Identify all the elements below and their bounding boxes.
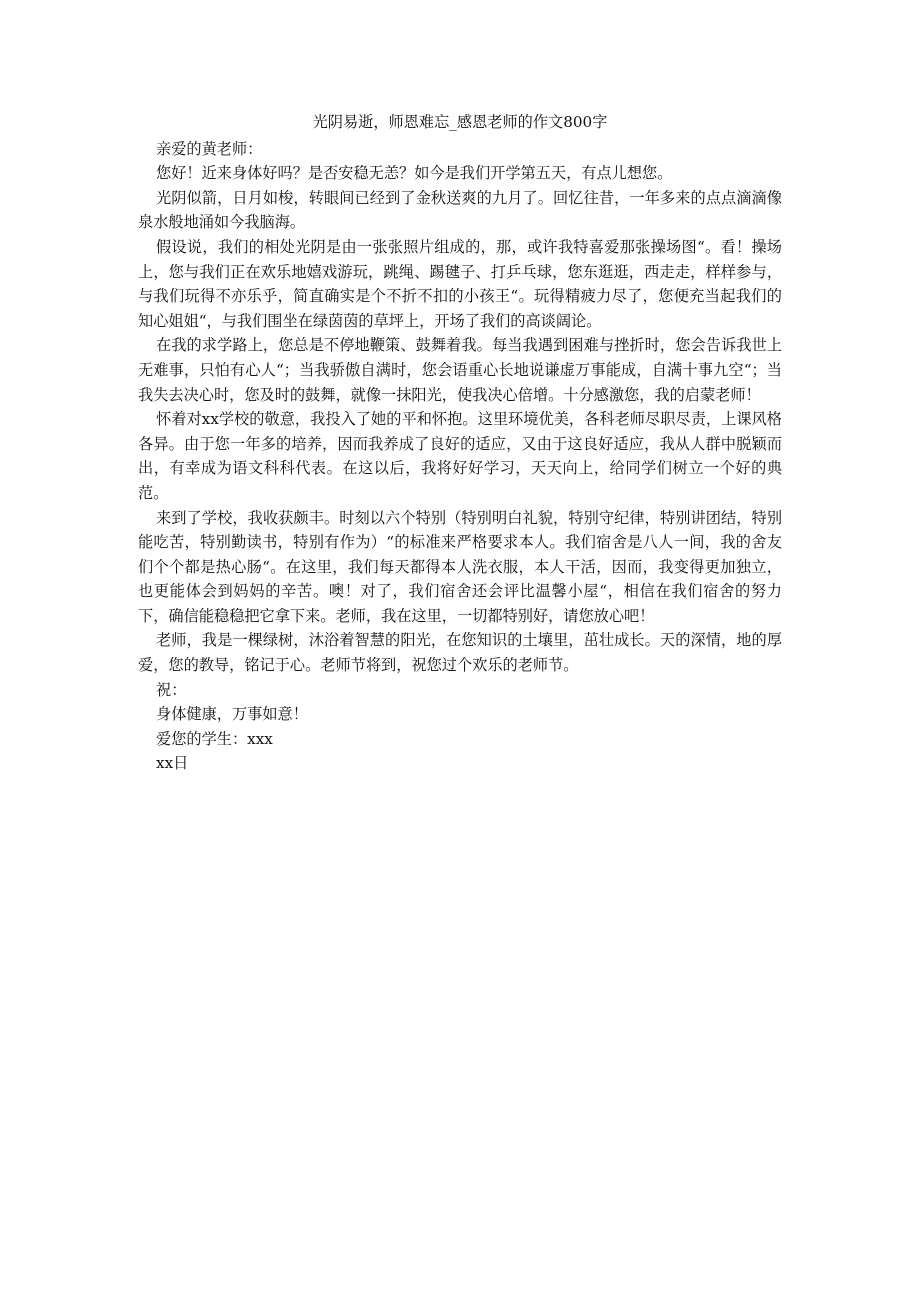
date: xx日 bbox=[156, 754, 189, 773]
salutation: 亲爱的黄老师： bbox=[156, 139, 263, 158]
paragraph: 老师，我是一棵绿树，沐浴着智慧的阳光，在您知识的土壤里，茁壮成长。天的深情，地的厚爱，您的教导，铭记于心。老师节将到，祝您过个欢乐的老师节。 bbox=[138, 631, 782, 675]
paragraph: 光阴似箭，日月如梭，转眼间已经到了金秋送爽的九月了。回忆往昔，一年多来的点点滴滴像泉水般地涌如今我脑海。 bbox=[138, 188, 782, 232]
closing-blessing: 身体健康，万事如意！ bbox=[156, 705, 308, 724]
document-body bbox=[138, 110, 782, 776]
paragraph: 假设说，我们的相处光阴是由一张张照片组成的，那，或许我特喜爱那张操场图“。看！操场上，您与我们正在欢乐地嬉戏游玩，跳绳、踢毽子、打乒乓球，您东逛逛，西走走，样样参与，与我们玩得不亦乐乎，简直确实是个不折不扣的小孩王“。玩得精疲力尽了，您便充当起我们的知心姐姐“，与我们围坐在绿茵茵的草坪上，开场了我们的高谈阔论。 bbox=[138, 237, 782, 330]
paragraph: 在我的求学路上，您总是不停地鞭策、鼓舞着我。每当我遇到困难与挫折时，您会告诉我世上无难事，只怕有心人“；当我骄傲自满时，您会语重心长地说谦虚万事能成，自满十事九空“；当我失去决心时，您及时的鼓舞，就像一抹阳光，使我决心倍增。十分感激您，我的启蒙老师！ bbox=[138, 336, 782, 404]
paragraph: 您好！近来身体好吗？是否安稳无恙？如今是我们开学第五天，有点儿想您。 bbox=[156, 164, 673, 183]
paragraph: 来到了学校，我收获颇丰。时刻以六个特别（特别明白礼貌，特别守纪律，特别讲团结，特别能吃苦，特别勤读书，特别有作为）“的标准来严格要求本人。我们宿舍是八人一间，我的舍友们个个都是热心肠“。在这里，我们每天都得本人洗衣服，本人干活，因而，我变得更加独立，也更能体会到妈妈的辛苦。噢！对了，我们宿舍还会评比温馨小屋“，相信在我们宿舍的努力下，确信能稳稳把它拿下来。老师，我在这里，一切都特别好，请您放心吧！ bbox=[138, 508, 782, 625]
signature: 爱您的学生：xxx bbox=[156, 729, 273, 748]
document-title: 光阴易逝，师恩难忘_感恩老师的作文800字 bbox=[312, 113, 608, 131]
paragraph: 怀着对xx学校的敬意，我投入了她的平和怀抱。这里环境优美，各科老师尽职尽责，上课风格各异。由于您一年多的培养，因而我养成了良好的适应，又由于这良好适应，我从人群中脱颖而出，有幸成为语文科科代表。在这以后，我将好好学习，天天向上，给同学们树立一个好的典范。 bbox=[138, 410, 782, 502]
closing-wish: 祝： bbox=[156, 680, 187, 699]
